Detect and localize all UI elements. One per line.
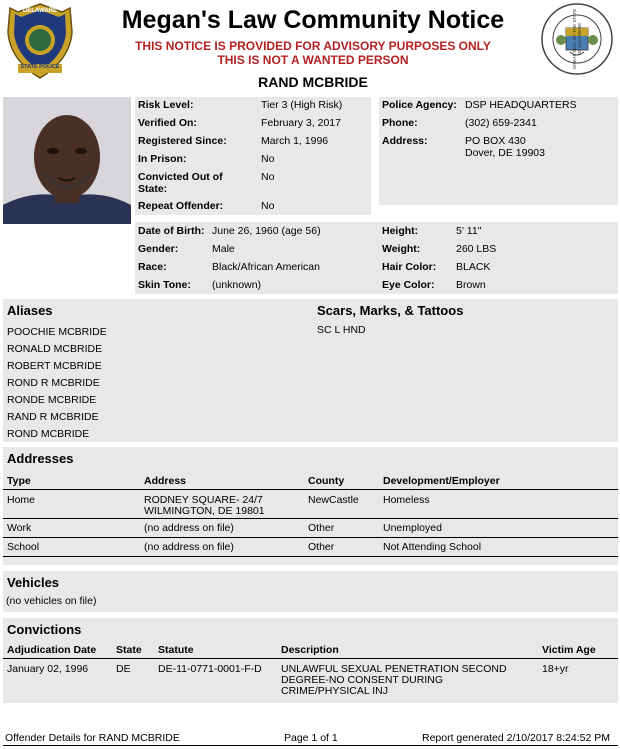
gender-label: Gender: bbox=[138, 243, 179, 255]
scar-item: SC L HND bbox=[317, 324, 366, 336]
addresses-header-employer: Development/Employer bbox=[383, 475, 500, 487]
police-agency-value: DSP HEADQUARTERS bbox=[465, 99, 577, 111]
addresses-header-divider bbox=[3, 489, 618, 490]
scars-title: Scars, Marks, & Tattoos bbox=[317, 303, 464, 318]
convictions-header-date: Adjudication Date bbox=[7, 644, 97, 656]
convictions-header-statute: Statute bbox=[158, 644, 194, 656]
hair-color-label: Hair Color: bbox=[382, 261, 437, 273]
weight-value: 260 LBS bbox=[456, 243, 497, 255]
aliases-list bbox=[7, 324, 107, 443]
row-divider bbox=[3, 556, 618, 557]
row-divider bbox=[3, 518, 618, 519]
physical-description-panel bbox=[135, 222, 618, 294]
agency-panel bbox=[379, 97, 618, 205]
page-title: Megan's Law Community Notice bbox=[121, 6, 505, 34]
addresses-header-county: County bbox=[308, 475, 345, 487]
addresses-panel: Addresses Type Address County Development/Employer Home RODNEY SQUARE- 24/7 WILMINGTON, DE 19801 NewCastle Homeless Work (no address on file) Other Unemployed School (no address on file) Other Not Attending School bbox=[3, 447, 618, 565]
footer-divider bbox=[3, 745, 618, 746]
addresses-header-address: Address bbox=[144, 475, 187, 487]
aliases-scars-panel bbox=[3, 299, 618, 442]
convictions-panel: Convictions Adjudication Date State Statute Description Victim Age January 02, 1996 DE DE-11-0771-0001-F-D UNLAWFUL SEXUAL PENETRATION SECOND DEGREE-NO CONSENT DURING CRIME/PHYSICAL INJ 18+yr bbox=[3, 618, 618, 703]
convictions-header-state: State bbox=[116, 644, 142, 656]
vehicles-panel bbox=[3, 571, 618, 612]
delaware-state-police-badge bbox=[4, 2, 76, 80]
verified-value: February 3, 2017 bbox=[261, 117, 341, 129]
repeat-offender-value: No bbox=[261, 200, 275, 212]
race-label: Race: bbox=[138, 261, 167, 273]
skin-tone-label: Skin Tone: bbox=[138, 279, 191, 291]
in-prison-value: No bbox=[261, 153, 275, 165]
footer-offender-details: Offender Details for RAND MCBRIDE bbox=[5, 732, 180, 744]
police-agency-label: Police Agency: bbox=[382, 99, 457, 111]
alias-item: RAND R MCBRIDE bbox=[7, 411, 99, 423]
convictions-header-victim-age: Victim Age bbox=[542, 644, 596, 656]
convicted-out-label: Convicted Out of State: bbox=[138, 171, 223, 195]
skin-tone-value: (unknown) bbox=[212, 279, 262, 291]
vehicles-text: (no vehicles on file) bbox=[6, 595, 97, 607]
disclaimer-line-1: THIS NOTICE IS PROVIDED FOR ADVISORY PURPOSES ONLY bbox=[135, 39, 491, 53]
addresses-header-type: Type bbox=[7, 475, 31, 487]
verified-label: Verified On: bbox=[138, 117, 197, 129]
alias-item: RONDE MCBRIDE bbox=[7, 394, 97, 406]
weight-label: Weight: bbox=[382, 243, 421, 255]
alias-item: POOCHIE MCBRIDE bbox=[7, 326, 107, 338]
registered-label: Registered Since: bbox=[138, 135, 227, 147]
agency-address-value: PO BOX 430 Dover, DE 19903 bbox=[465, 135, 545, 159]
alias-item: ROND R MCBRIDE bbox=[7, 377, 100, 389]
convictions-header-divider bbox=[3, 658, 618, 659]
aliases-title: Aliases bbox=[7, 303, 53, 318]
convicted-out-value: No bbox=[261, 171, 275, 183]
badge-text-top: DELAWARE bbox=[22, 8, 57, 14]
phone-label: Phone: bbox=[382, 117, 418, 129]
offender-photo bbox=[3, 97, 131, 224]
badge-text-bottom: STATE POLICE bbox=[20, 64, 60, 70]
repeat-offender-label: Repeat Offender: bbox=[138, 200, 224, 212]
dob-value: June 26, 1960 (age 56) bbox=[212, 225, 321, 237]
convictions-title: Convictions bbox=[7, 622, 82, 637]
address-label: Address: bbox=[382, 135, 428, 147]
delaware-state-seal bbox=[540, 2, 614, 76]
status-panel bbox=[135, 97, 371, 215]
height-label: Height: bbox=[382, 225, 419, 237]
height-value: 5' 11" bbox=[456, 225, 482, 237]
footer-page-number: Page 1 of 1 bbox=[284, 732, 338, 744]
phone-value: (302) 659-2341 bbox=[465, 117, 537, 129]
eye-color-label: Eye Color: bbox=[382, 279, 435, 291]
convictions-header-description: Description bbox=[281, 644, 339, 656]
gender-value: Male bbox=[212, 243, 235, 255]
risk-level-label: Risk Level: bbox=[138, 99, 194, 111]
vehicles-title: Vehicles bbox=[7, 575, 60, 590]
addresses-title: Addresses bbox=[7, 451, 74, 466]
alias-item: RONALD MCBRIDE bbox=[7, 343, 103, 355]
seal-text: GREAT SEAL OF THE STATE OF DELAWARE bbox=[572, 8, 582, 70]
alias-item: ROBERT MCBRIDE bbox=[7, 360, 102, 372]
hair-color-value: BLACK bbox=[456, 261, 491, 273]
race-value: Black/African American bbox=[212, 261, 320, 273]
footer-report-generated: Report generated 2/10/2017 8:24:52 PM bbox=[422, 732, 610, 744]
risk-level-value: Tier 3 (High Risk) bbox=[261, 99, 343, 111]
registered-value: March 1, 1996 bbox=[261, 135, 329, 147]
offender-name: RAND MCBRIDE bbox=[258, 74, 368, 90]
advisory-disclaimer bbox=[108, 39, 518, 67]
dob-label: Date of Birth: bbox=[138, 225, 205, 237]
alias-item: ROND MCBRIDE bbox=[7, 428, 90, 440]
row-divider bbox=[3, 537, 618, 538]
disclaimer-line-2: THIS IS NOT A WANTED PERSON bbox=[217, 53, 409, 67]
eye-color-value: Brown bbox=[456, 279, 486, 291]
in-prison-label: In Prison: bbox=[138, 153, 187, 165]
